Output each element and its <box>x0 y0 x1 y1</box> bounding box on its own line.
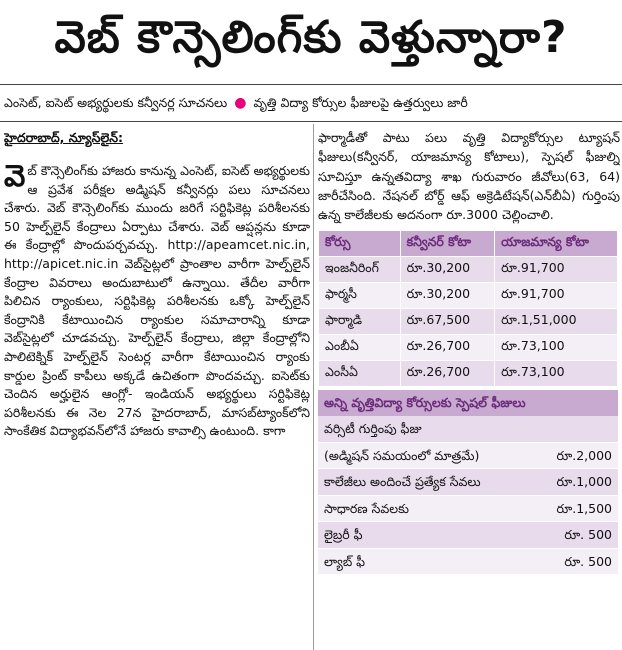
fee-label: వర్సిటీ గుర్తింపు ఫీజు <box>324 421 422 437</box>
fee-column <box>318 128 620 646</box>
headline: వెబ్ కౌన్సెలింగ్‌కు వెళ్తున్నారా? <box>54 12 568 63</box>
course-name: ఎంసీఏ <box>319 361 401 387</box>
column-divider <box>313 124 314 650</box>
subheadline-left: ఎంసెట్, ఐసెట్ అభ్యర్థులకు కన్వీనర్ల సూచనలు <box>4 95 228 110</box>
drop-cap: వె <box>4 159 26 194</box>
fee-intro: ఫార్మాడీతో పాటు పలు వృత్తి విద్యాకోర్సుల ట్యూషన్ ఫీజులు(కన్వీనర్, యాజమాన్య కోటాలు), స్పెషల్ ఫీజుల్ని సూచిస్తూ ఉన్నతవిద్యా శాఖ గురువారం జీవోలు(63, 64) జారీచేసింది. నేషనల్ బోర్డ్ ఆఫ్ అక్రెడిటేషన్(ఎన్‌బీఏ) గుర్తింపు ఉన్న కాలేజీలకు అదనంగా రూ.3000 చెల్లించాలి. <box>318 130 620 223</box>
fee-label: (అడ్మిషన్ సమయంలో మాత్రమే) <box>324 447 480 463</box>
fee-amount: రూ.2,000 <box>556 447 612 463</box>
fee-label: సాధారణ సేవలకు <box>324 500 409 516</box>
article-paragraph: బ్ కౌన్సెలింగ్‌కు హాజరు కానున్న ఎంసెట్, ఐసెట్ అభ్యర్థులకు ఆ ప్రవేశ పరీక్షల అడ్మిషన్ కన్వీనర్లు పలు సూచనలు చేశారు. వెబ్ కౌన్సెలింగ్‌కు ముందు జరిగే సర్టిఫికెట్ల పరిశీలనకు 50 హెల్ప్‌లైన్ కేంద్రాలు ఏర్పాటు చేశారు. వెబ్ ఆప్షన్లను కూడా ఈ కేంద్రాల్లో పొందుపర్చవచ్చు. http://apeamcet.nic.in, http://apicet.nic.in వెబ్‌సైట్లలో ప్రాంతాల వారీగా హెల్ప్‌లైన్ కేంద్రాల వివరాలు అందుబాటులో ఉన్నాయి. తేదీల వారీగా పిలిచిన ర్యాంకులు, సర్టిఫికెట్ల పరిశీలనకు ఒక్కో హెల్ప్‌లైన్ కేంద్రానికి కేటాయించిన ర్యాంకుల సమాచారాన్ని కూడా వెబ్‌సైట్లలో చూడవచ్చు. హెల్ప్‌లైన్ కేంద్రాలు, జిల్లా కేంద్రాల్లోని పాలిటెక్నిక్ హెల్ప్‌లైన్ సెంటర్ల వారీగా కేటాయించిన ర్యాంకు కార్డుల ప్రింట్ కాపీలు అక్కడే ఉచితంగా పొందవచ్చు. ఐసెట్‌కు చెందిన అర్హులైన ఆంగ్లో- ఇండియన్ అభ్యర్థులు సర్టిఫికెట్ల పరిశీలనకు ఈ నెల 27న హైదరాబాద్, మాసబ్‌ట్యాంక్‌లోని సాంకేతిక విద్యాభవన్‌లోనే హాజరు కావాల్సి ఉంటుంది. కాగా <box>4 163 310 439</box>
fee-amount: రూ. 500 <box>564 553 612 569</box>
fee-label: కాలేజీలు అందించే ప్రత్యేక సేవలు <box>324 474 481 490</box>
list-item <box>318 416 618 443</box>
fee-table <box>318 230 618 387</box>
dateline: హైదరాబాద్, న్యూస్‌లైన్: <box>4 130 124 145</box>
course-name: ఎంబీఏ <box>319 335 401 361</box>
subheadline-rule <box>0 121 622 122</box>
management-fee: రూ.73,100 <box>495 361 618 387</box>
header-course: కోర్సు <box>319 231 401 257</box>
special-fees-box <box>318 390 618 575</box>
management-fee: రూ.91,700 <box>495 283 618 309</box>
course-name: ఇంజనీరింగ్ <box>319 257 401 283</box>
bullet-icon: ● <box>234 95 247 111</box>
table-row <box>319 309 618 335</box>
course-name: ఫార్మసీ <box>319 283 401 309</box>
fee-label: లైబ్రరీ ఫీ <box>324 527 363 543</box>
subheadline <box>4 92 620 114</box>
article-body <box>4 159 310 441</box>
fee-amount: రూ.1,500 <box>556 500 612 516</box>
convener-fee: రూ.67,500 <box>400 309 495 335</box>
fee-table-header <box>319 231 618 257</box>
convener-fee: రూ.26,700 <box>400 335 495 361</box>
fee-amount: రూ.1,000 <box>556 474 612 490</box>
article-column <box>4 128 310 646</box>
table-row <box>319 257 618 283</box>
list-item <box>318 522 618 549</box>
convener-fee: రూ.30,200 <box>400 283 495 309</box>
list-item <box>318 496 618 523</box>
table-row <box>319 335 618 361</box>
table-row <box>319 361 618 387</box>
list-item <box>318 469 618 496</box>
convener-fee: రూ.30,200 <box>400 257 495 283</box>
fee-label: ల్యాబ్ ఫీ <box>324 553 366 569</box>
table-row <box>319 283 618 309</box>
management-fee: రూ.1,51,000 <box>495 309 618 335</box>
convener-fee: రూ.26,700 <box>400 361 495 387</box>
header-management: యాజమాన్య కోటా <box>495 231 618 257</box>
fee-amount: రూ. 500 <box>564 527 612 543</box>
management-fee: రూ.73,100 <box>495 335 618 361</box>
management-fee: రూ.91,700 <box>495 257 618 283</box>
subheadline-right: వృత్తి విద్యా కోర్సుల ఫీజులపై ఉత్తర్వులు జారీ <box>253 95 468 110</box>
course-name: ఫార్మాడి <box>319 309 401 335</box>
list-item <box>318 549 618 576</box>
headline-rule <box>0 84 622 85</box>
header-convener: కన్వీనర్ కోటా <box>400 231 495 257</box>
list-item <box>318 443 618 470</box>
special-fees-title: అన్ని వృత్తివిద్యా కోర్సులకు స్పెషల్ ఫీజులు <box>318 390 618 416</box>
